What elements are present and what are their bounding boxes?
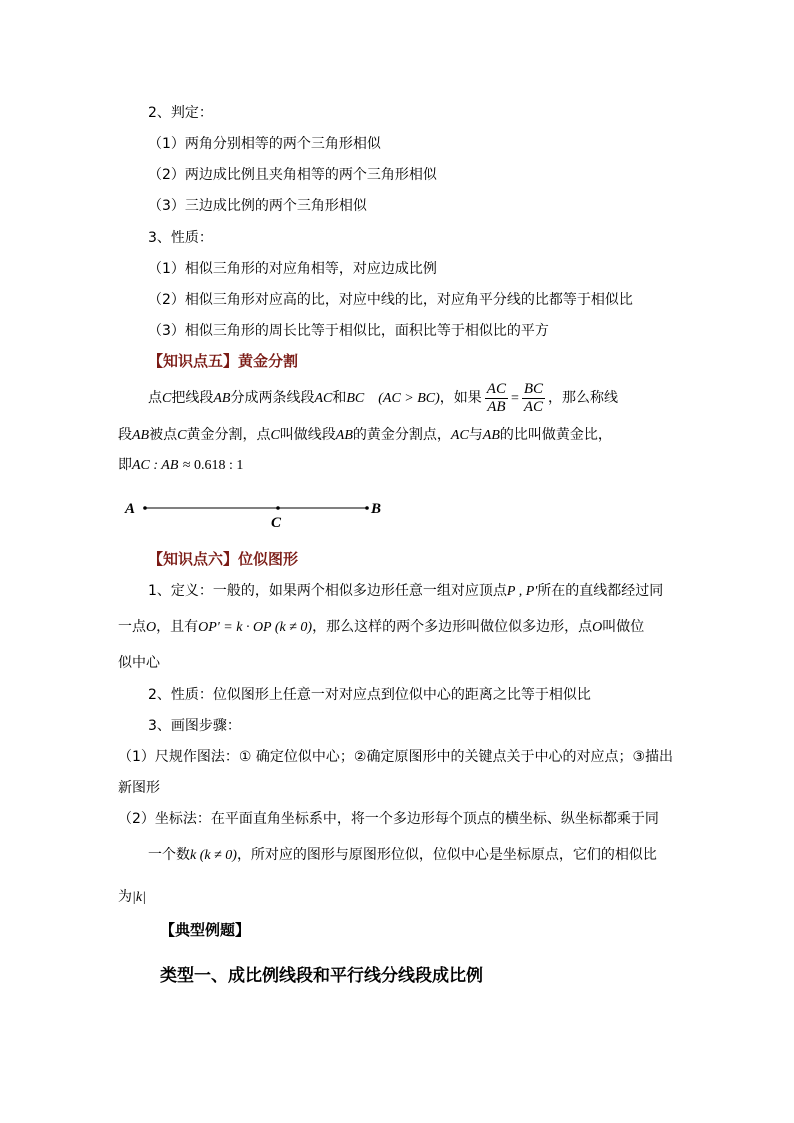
judge-item-3: （3）三边成比例的两个三角形相似	[148, 198, 367, 214]
math-ac: AC	[314, 391, 333, 406]
step-2-line-2	[148, 845, 657, 866]
homothety-heading	[148, 549, 298, 569]
text: ，且有	[156, 619, 199, 635]
text: 的比叫做黄金比，	[499, 427, 612, 443]
point-c	[276, 506, 280, 510]
point-b-label: B	[371, 501, 382, 517]
step-1-line-1: （1）尺规作图法：① 确定位似中心；②确定原图形中的关键点关于中心的对应点；③描出	[118, 749, 674, 765]
text: 1、定义：一般的，如果两个相似多边形任意一组对应顶点	[148, 583, 507, 599]
judge-item-2: （2）两边成比例且夹角相等的两个三角形相似	[148, 167, 437, 183]
text: 被点	[149, 427, 178, 443]
text: 分成两条线段	[230, 390, 315, 406]
text: 叫做线段	[279, 427, 336, 443]
point-b	[365, 506, 369, 510]
text: ，那么这样的两个多边形叫做位似多边形，点	[312, 619, 593, 635]
text: 段	[118, 427, 132, 443]
property-item-2: （2）相似三角形对应高的比，对应中线的比，对应角平分线的比都等于相似比	[148, 292, 633, 308]
math-o: O	[146, 620, 157, 635]
fraction-numerator: BC	[523, 380, 544, 397]
math-formula: OP' = k · OP (k ≠ 0)	[198, 620, 313, 635]
text: 叫做位	[602, 619, 645, 635]
heading-text: 位似图形	[238, 550, 299, 568]
step-1-line-2: 新图形	[118, 780, 160, 796]
step-2-line-1: （2）坐标法：在平面直角坐标系中，将一个多边形每个顶点的横坐标、纵坐标都乘于同	[118, 811, 659, 827]
homothety-definition-line-1	[148, 581, 663, 602]
fraction-denominator: AB	[487, 398, 506, 415]
heading-bracket: 【知识点五】	[148, 352, 239, 370]
golden-paragraph-line-3	[118, 455, 243, 476]
fraction-denominator: AC	[523, 398, 544, 415]
math-ab: AB	[335, 428, 353, 443]
fraction-numerator: AC	[486, 380, 506, 397]
text: 点	[148, 390, 162, 406]
golden-section-segment	[115, 495, 395, 535]
math-ac: AC	[450, 428, 469, 443]
property-item-3: （3）相似三角形的周长比等于相似比，面积比等于相似比的平方	[148, 323, 549, 339]
text: 一个数	[148, 847, 190, 863]
math-condition: (AC > BC)	[378, 391, 440, 406]
judge-item-1: （1）两角分别相等的两个三角形相似	[148, 136, 381, 152]
math-ab: AB	[213, 391, 231, 406]
text: 一点	[118, 619, 146, 635]
point-a-label: A	[125, 501, 136, 517]
homothety-definition-line-2	[118, 617, 644, 638]
math-c: C	[162, 391, 172, 406]
homothety-definition-line-3: 似中心	[118, 655, 160, 671]
text: ，那么称线	[548, 390, 619, 406]
golden-paragraph-line-2	[118, 425, 612, 446]
text: 的黄金分割点，	[352, 427, 451, 443]
math-abs-k: |k|	[132, 890, 146, 905]
text: 所在的直线都经过同	[537, 583, 664, 599]
math-k: k (k ≠ 0)	[190, 848, 237, 863]
type-1-heading: 类型一、成比例线段和平行线分线段成比例	[160, 966, 483, 986]
examples-heading: 【典型例题】	[160, 921, 251, 939]
math-ab: AB	[482, 428, 500, 443]
text: 和	[332, 390, 347, 406]
property-item-1: （1）相似三角形的对应角相等，对应边成比例	[148, 261, 437, 277]
property-title: 3、性质：	[148, 230, 213, 246]
math-ratio: AC : AB	[132, 458, 179, 473]
text: ，如果	[439, 390, 482, 406]
golden-paragraph-line-1	[148, 378, 618, 419]
point-c-label: C	[271, 515, 282, 531]
step-2-line-3	[118, 887, 146, 908]
text: 把线段	[171, 390, 214, 406]
judge-title: 2、判定：	[148, 105, 213, 121]
text: 黄金分割，点	[186, 427, 271, 443]
golden-section-heading	[148, 351, 298, 371]
heading-text: 黄金分割	[238, 352, 299, 370]
drawing-steps-title: 3、画图步骤：	[148, 718, 241, 734]
fraction-ac-ab	[485, 381, 508, 416]
math-c: C	[270, 428, 280, 443]
text: 为	[118, 889, 132, 905]
math-bc: BC	[346, 391, 365, 406]
fraction-bc-ac	[522, 381, 545, 416]
text: ，所对应的图形与原图形位似，位似中心是坐标原点，它们的相似比	[236, 847, 657, 863]
equals-sign: =	[510, 391, 519, 406]
point-a	[143, 506, 147, 510]
math-c: C	[177, 428, 187, 443]
math-approx: ≈ 0.618 : 1	[182, 458, 244, 473]
math-ab: AB	[132, 428, 150, 443]
text: 与	[468, 427, 483, 443]
text: 即	[118, 457, 132, 473]
homothety-property: 2、性质：位似图形上任意一对对应点到位似中心的距离之比等于相似比	[148, 687, 591, 703]
math-p-pprime: P , P'	[506, 584, 538, 599]
math-o: O	[592, 620, 603, 635]
heading-bracket: 【知识点六】	[148, 550, 239, 568]
